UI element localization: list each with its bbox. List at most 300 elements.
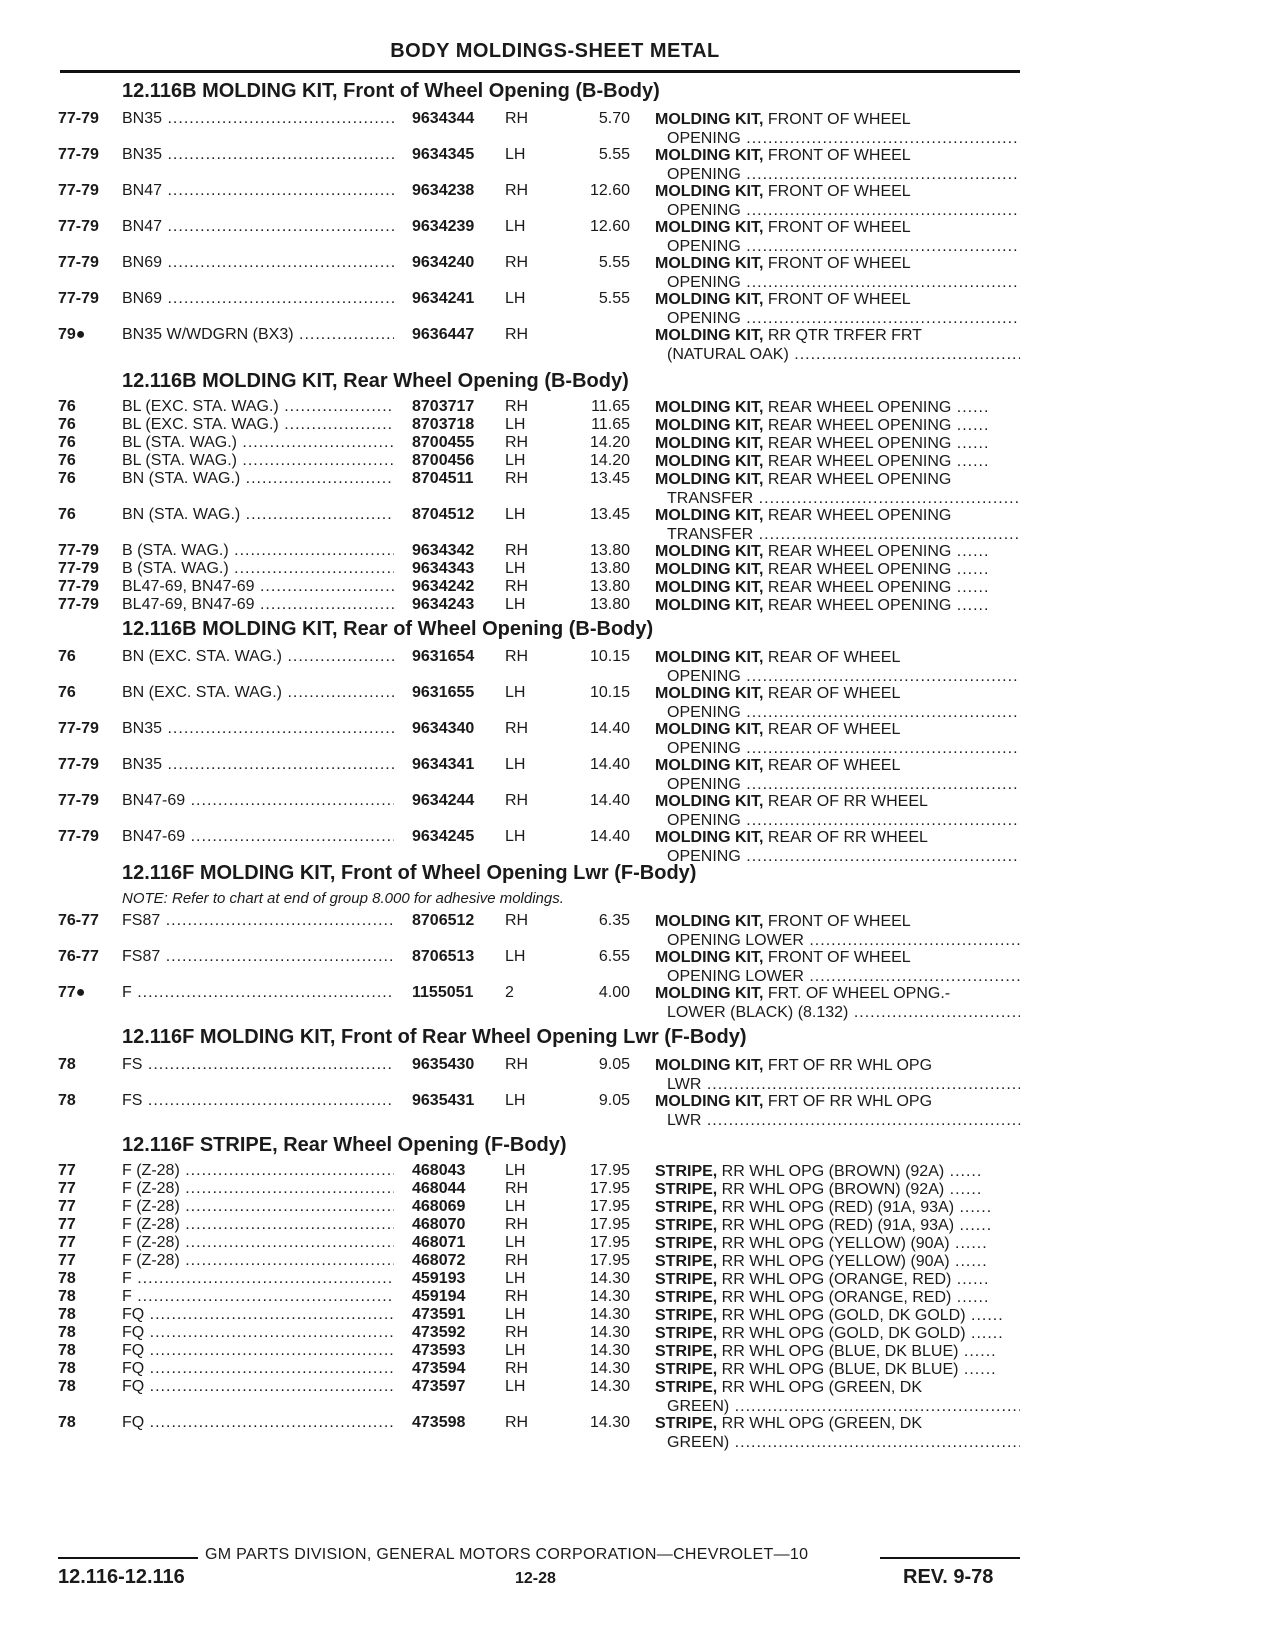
part-number: 9635431	[412, 1092, 475, 1109]
side-or-qty: LH	[505, 1306, 526, 1323]
description	[655, 290, 1020, 328]
description-line-1: MOLDING KIT, REAR WHEEL OPENING ......	[655, 435, 989, 452]
page-title: BODY MOLDINGS-SHEET METAL	[390, 40, 720, 62]
table-row	[0, 398, 1280, 417]
body-model: FQ .....	[122, 1378, 394, 1396]
price: 9.05	[598, 1092, 630, 1109]
price: 14.30	[589, 1270, 630, 1287]
body-model: FS .....	[122, 1092, 394, 1110]
description	[655, 1162, 1020, 1181]
model-year: 76	[58, 470, 76, 487]
description-label: MOLDING KIT,	[655, 435, 764, 452]
description-label: MOLDING KIT,	[655, 507, 764, 524]
description-line-1: MOLDING KIT, FRONT OF WHEEL	[655, 111, 911, 128]
section-title: 12.116F STRIPE, Rear Wheel Opening (F-Body)	[122, 1134, 567, 1156]
model-year: 76	[58, 684, 76, 701]
side-or-qty: RH	[505, 542, 529, 559]
model-year: 77-79	[58, 146, 99, 163]
model-year: 77-79	[58, 290, 99, 307]
description	[655, 578, 1020, 597]
body-model: F (Z-28) .....	[122, 1162, 394, 1180]
description	[655, 1306, 1020, 1325]
description-line-1: MOLDING KIT, REAR OF WHEEL	[655, 685, 901, 702]
description-line-1: MOLDING KIT, FRT. OF WHEEL OPNG.-	[655, 985, 951, 1002]
price: 13.45	[589, 506, 630, 523]
table-row	[0, 1342, 1280, 1361]
description	[655, 416, 1020, 435]
body-model: BN35 .....	[122, 110, 394, 128]
description	[655, 110, 1020, 148]
body-model: BL (EXC. STA. WAG.) .....	[122, 398, 394, 416]
description-line-2: OPENING .....	[655, 703, 1020, 722]
description-line-1: MOLDING KIT, REAR WHEEL OPENING ......	[655, 579, 989, 596]
description-line-2: OPENING .....	[655, 165, 1020, 184]
table-row	[0, 416, 1280, 435]
description-label: MOLDING KIT,	[655, 561, 764, 578]
description	[655, 756, 1020, 794]
description-label: MOLDING KIT,	[655, 399, 764, 416]
description-label: STRIPE,	[655, 1289, 718, 1306]
model-year: 78	[58, 1270, 76, 1287]
description	[655, 1324, 1020, 1343]
price: 14.40	[589, 756, 630, 773]
table-row	[0, 578, 1280, 597]
description	[655, 1378, 1020, 1416]
section-note: NOTE: Refer to chart at end of group 8.000 for adhesive moldings.	[122, 890, 564, 907]
part-number: 9634341	[412, 756, 475, 773]
description-label: MOLDING KIT,	[655, 949, 764, 966]
side-or-qty: RH	[505, 326, 529, 343]
description-line-1: MOLDING KIT, REAR OF WHEEL	[655, 757, 901, 774]
model-year: 77	[58, 1180, 76, 1197]
description-line-1: MOLDING KIT, REAR WHEEL OPENING ......	[655, 561, 989, 578]
description-line-1: STRIPE, RR WHL OPG (GREEN, DK	[655, 1379, 922, 1396]
price: 6.55	[598, 948, 630, 965]
table-row	[0, 792, 1280, 830]
section-title: 12.116F MOLDING KIT, Front of Rear Wheel Opening Lwr (F-Body)	[122, 1026, 747, 1048]
body-model: BN (EXC. STA. WAG.) .....	[122, 684, 394, 702]
description-line-1: STRIPE, RR WHL OPG (BROWN) (92A) ......	[655, 1163, 982, 1180]
price: 17.95	[589, 1180, 630, 1197]
model-year: 77-79	[58, 542, 99, 559]
body-model: FQ .....	[122, 1324, 394, 1342]
model-year: 77-79	[58, 596, 99, 613]
description	[655, 326, 1020, 364]
description-line-2: OPENING .....	[655, 847, 1020, 866]
description-label: MOLDING KIT,	[655, 147, 764, 164]
description-label: STRIPE,	[655, 1361, 718, 1378]
price: 5.55	[598, 146, 630, 163]
model-year: 77●	[58, 984, 86, 1001]
part-number: 468043	[412, 1162, 466, 1179]
part-number: 9634245	[412, 828, 475, 845]
price: 13.80	[589, 542, 630, 559]
description	[655, 470, 1020, 508]
description	[655, 1092, 1020, 1130]
description-line-2: OPENING .....	[655, 811, 1020, 830]
description-label: MOLDING KIT,	[655, 183, 764, 200]
side-or-qty: LH	[505, 756, 526, 773]
table-row	[0, 756, 1280, 794]
part-number: 468072	[412, 1252, 466, 1269]
description-line-1: MOLDING KIT, REAR OF WHEEL	[655, 649, 901, 666]
part-number: 9634241	[412, 290, 475, 307]
description-line-2: OPENING .....	[655, 775, 1020, 794]
description-line-2: TRANSFER .....	[655, 489, 1020, 508]
part-number: 9634243	[412, 596, 475, 613]
model-year: 76	[58, 416, 76, 433]
table-row	[0, 684, 1280, 722]
body-model: BN (STA. WAG.) .....	[122, 470, 394, 488]
table-row	[0, 290, 1280, 328]
description	[655, 1252, 1020, 1271]
description-line-1: MOLDING KIT, REAR WHEEL OPENING ......	[655, 399, 989, 416]
description-line-2: OPENING .....	[655, 201, 1020, 220]
description-line-1: MOLDING KIT, REAR WHEEL OPENING ......	[655, 417, 989, 434]
description-line-1: MOLDING KIT, FRT OF RR WHL OPG	[655, 1093, 933, 1110]
description-line-1: STRIPE, RR WHL OPG (BLUE, DK BLUE) ......	[655, 1361, 997, 1378]
side-or-qty: LH	[505, 1162, 526, 1179]
description	[655, 984, 1020, 1022]
description-label: MOLDING KIT,	[655, 1093, 764, 1110]
description	[655, 1288, 1020, 1307]
description-line-1: MOLDING KIT, FRT OF RR WHL OPG	[655, 1057, 933, 1074]
description	[655, 542, 1020, 561]
body-model: BN47 .....	[122, 218, 394, 236]
footer-corporation: GM PARTS DIVISION, GENERAL MOTORS CORPORATION—CHEVROLET—10	[205, 1546, 809, 1563]
part-number: 459193	[412, 1270, 466, 1287]
description-label: MOLDING KIT,	[655, 913, 764, 930]
price: 14.30	[589, 1414, 630, 1431]
table-row	[0, 146, 1280, 184]
part-number: 9634238	[412, 182, 475, 199]
description	[655, 684, 1020, 722]
body-model: F .....	[122, 1270, 394, 1288]
description	[655, 1342, 1020, 1361]
body-model: BN47-69 .....	[122, 828, 394, 846]
description	[655, 452, 1020, 471]
description-line-2: OPENING .....	[655, 309, 1020, 328]
description-label: MOLDING KIT,	[655, 1057, 764, 1074]
side-or-qty: RH	[505, 1216, 529, 1233]
price: 14.30	[589, 1360, 630, 1377]
table-row	[0, 1234, 1280, 1253]
description-label: MOLDING KIT,	[655, 597, 764, 614]
table-row	[0, 1414, 1280, 1452]
table-row	[0, 1056, 1280, 1094]
description	[655, 720, 1020, 758]
side-or-qty: LH	[505, 1234, 526, 1251]
description-line-2: GREEN) .....	[655, 1397, 1020, 1416]
body-model: BL (STA. WAG.) .....	[122, 452, 394, 470]
side-or-qty: RH	[505, 792, 529, 809]
model-year: 77	[58, 1252, 76, 1269]
footer-rule-right	[880, 1557, 1020, 1559]
side-or-qty: LH	[505, 416, 526, 433]
table-row	[0, 218, 1280, 256]
price: 14.40	[589, 792, 630, 809]
part-number: 468070	[412, 1216, 466, 1233]
body-model: BN47-69 .....	[122, 792, 394, 810]
description-line-1: STRIPE, RR WHL OPG (BROWN) (92A) ......	[655, 1181, 982, 1198]
description-line-2: OPENING .....	[655, 273, 1020, 292]
description-line-1: STRIPE, RR WHL OPG (RED) (91A, 93A) ......	[655, 1199, 992, 1216]
part-number: 473593	[412, 1342, 466, 1359]
description-label: MOLDING KIT,	[655, 721, 764, 738]
table-row	[0, 596, 1280, 615]
table-row	[0, 1288, 1280, 1307]
description-label: MOLDING KIT,	[655, 111, 764, 128]
description-line-2: LWR .....	[655, 1111, 1020, 1130]
body-model: BN35 .....	[122, 146, 394, 164]
body-model: BL (EXC. STA. WAG.) .....	[122, 416, 394, 434]
price: 12.60	[589, 182, 630, 199]
side-or-qty: RH	[505, 434, 529, 451]
body-model: FQ .....	[122, 1306, 394, 1324]
section-title: 12.116B MOLDING KIT, Rear of Wheel Opening (B-Body)	[122, 618, 654, 640]
description-line-1: MOLDING KIT, FRONT OF WHEEL	[655, 147, 911, 164]
price: 10.15	[589, 648, 630, 665]
table-row	[0, 1306, 1280, 1325]
description	[655, 146, 1020, 184]
part-number: 468071	[412, 1234, 466, 1251]
side-or-qty: RH	[505, 648, 529, 665]
body-model: F (Z-28) .....	[122, 1252, 394, 1270]
footer-revision: REV. 9-78	[903, 1566, 994, 1588]
price: 14.20	[589, 452, 630, 469]
part-number: 468044	[412, 1180, 466, 1197]
description	[655, 1360, 1020, 1379]
description-line-1: STRIPE, RR WHL OPG (GOLD, DK GOLD) ......	[655, 1307, 1004, 1324]
description-label: MOLDING KIT,	[655, 543, 764, 560]
model-year: 78	[58, 1324, 76, 1341]
description-label: MOLDING KIT,	[655, 453, 764, 470]
side-or-qty: LH	[505, 828, 526, 845]
model-year: 78	[58, 1378, 76, 1395]
description-line-1: STRIPE, RR WHL OPG (BLUE, DK BLUE) ......	[655, 1343, 997, 1360]
description-label: MOLDING KIT,	[655, 649, 764, 666]
part-number: 9634244	[412, 792, 475, 809]
part-number: 9634242	[412, 578, 475, 595]
table-row	[0, 1092, 1280, 1130]
side-or-qty: LH	[505, 506, 526, 523]
description-line-2: (NATURAL OAK) .....	[655, 345, 1020, 364]
description-line-2: OPENING .....	[655, 129, 1020, 148]
body-model: FQ .....	[122, 1414, 394, 1432]
body-model: FS87 .....	[122, 912, 394, 930]
price: 5.70	[598, 110, 630, 127]
side-or-qty: RH	[505, 1056, 529, 1073]
price: 14.30	[589, 1378, 630, 1395]
side-or-qty: RH	[505, 182, 529, 199]
table-row	[0, 1162, 1280, 1181]
side-or-qty: LH	[505, 948, 526, 965]
description-label: STRIPE,	[655, 1217, 718, 1234]
part-number: 9631655	[412, 684, 475, 701]
model-year: 77-79	[58, 218, 99, 235]
price: 14.40	[589, 828, 630, 845]
description-label: MOLDING KIT,	[655, 291, 764, 308]
description-label: STRIPE,	[655, 1415, 718, 1432]
side-or-qty: LH	[505, 218, 526, 235]
body-model: B (STA. WAG.) .....	[122, 560, 394, 578]
body-model: BN (EXC. STA. WAG.) .....	[122, 648, 394, 666]
table-row	[0, 648, 1280, 686]
body-model: F (Z-28) .....	[122, 1216, 394, 1234]
description	[655, 218, 1020, 256]
side-or-qty: RH	[505, 1252, 529, 1269]
model-year: 76	[58, 452, 76, 469]
table-row	[0, 254, 1280, 292]
side-or-qty: LH	[505, 1342, 526, 1359]
price: 17.95	[589, 1198, 630, 1215]
description-label: STRIPE,	[655, 1181, 718, 1198]
description-label: STRIPE,	[655, 1325, 718, 1342]
table-row	[0, 912, 1280, 950]
table-row	[0, 326, 1280, 364]
side-or-qty: LH	[505, 1092, 526, 1109]
part-number: 8706512	[412, 912, 475, 929]
body-model: BL47-69, BN47-69 .....	[122, 596, 394, 614]
price: 11.65	[591, 416, 630, 433]
side-or-qty: 2	[505, 984, 514, 1001]
table-row	[0, 1324, 1280, 1343]
description	[655, 254, 1020, 292]
side-or-qty: RH	[505, 110, 529, 127]
description-label: MOLDING KIT,	[655, 417, 764, 434]
model-year: 77-79	[58, 828, 99, 845]
body-model: BN47 .....	[122, 182, 394, 200]
model-year: 76	[58, 398, 76, 415]
model-year: 78	[58, 1306, 76, 1323]
description-label: MOLDING KIT,	[655, 219, 764, 236]
body-model: B (STA. WAG.) .....	[122, 542, 394, 560]
body-model: FS .....	[122, 1056, 394, 1074]
body-model: FQ .....	[122, 1360, 394, 1378]
table-row	[0, 560, 1280, 579]
description-line-1: STRIPE, RR WHL OPG (GREEN, DK	[655, 1415, 922, 1432]
side-or-qty: RH	[505, 470, 529, 487]
model-year: 78	[58, 1342, 76, 1359]
price: 17.95	[589, 1216, 630, 1233]
description-line-1: STRIPE, RR WHL OPG (YELLOW) (90A) ......	[655, 1235, 988, 1252]
description-line-1: MOLDING KIT, REAR OF WHEEL	[655, 721, 901, 738]
part-number: 473594	[412, 1360, 466, 1377]
body-model: BN35 .....	[122, 720, 394, 738]
description	[655, 398, 1020, 417]
description	[655, 1216, 1020, 1235]
part-number: 473598	[412, 1414, 466, 1431]
table-row	[0, 828, 1280, 866]
body-model: F (Z-28) .....	[122, 1180, 394, 1198]
model-year: 78	[58, 1414, 76, 1431]
description	[655, 434, 1020, 453]
price: 14.30	[589, 1342, 630, 1359]
description-line-1: MOLDING KIT, FRONT OF WHEEL	[655, 255, 911, 272]
description	[655, 1180, 1020, 1199]
section-title: 12.116B MOLDING KIT, Rear Wheel Opening (B-Body)	[122, 370, 629, 392]
body-model: BN (STA. WAG.) .....	[122, 506, 394, 524]
model-year: 77	[58, 1234, 76, 1251]
table-row	[0, 1360, 1280, 1379]
body-model: BL (STA. WAG.) .....	[122, 434, 394, 452]
description-label: MOLDING KIT,	[655, 327, 764, 344]
description	[655, 948, 1020, 986]
description-label: STRIPE,	[655, 1379, 718, 1396]
part-number: 459194	[412, 1288, 466, 1305]
side-or-qty: LH	[505, 290, 526, 307]
model-year: 77-79	[58, 720, 99, 737]
description-label: MOLDING KIT,	[655, 757, 764, 774]
description-line-1: MOLDING KIT, FRONT OF WHEEL	[655, 183, 911, 200]
description-line-1: STRIPE, RR WHL OPG (ORANGE, RED) ......	[655, 1271, 989, 1288]
description-line-2: LWR .....	[655, 1075, 1020, 1094]
description-label: MOLDING KIT,	[655, 829, 764, 846]
model-year: 76	[58, 434, 76, 451]
description-label: STRIPE,	[655, 1271, 718, 1288]
description-line-1: MOLDING KIT, FRONT OF WHEEL	[655, 913, 911, 930]
part-number: 9634239	[412, 218, 475, 235]
description-label: STRIPE,	[655, 1343, 718, 1360]
part-number: 9634340	[412, 720, 475, 737]
description-line-1: MOLDING KIT, REAR OF RR WHEEL	[655, 793, 928, 810]
price: 14.30	[589, 1306, 630, 1323]
model-year: 78	[58, 1360, 76, 1377]
price: 13.80	[589, 578, 630, 595]
side-or-qty: LH	[505, 1378, 526, 1395]
side-or-qty: RH	[505, 1180, 529, 1197]
part-number: 473591	[412, 1306, 466, 1323]
description	[655, 1414, 1020, 1452]
side-or-qty: LH	[505, 684, 526, 701]
side-or-qty: RH	[505, 398, 529, 415]
description-line-2: OPENING LOWER .....	[655, 967, 1020, 986]
side-or-qty: LH	[505, 146, 526, 163]
part-number: 473597	[412, 1378, 466, 1395]
part-number: 8706513	[412, 948, 475, 965]
price: 13.45	[589, 470, 630, 487]
description	[655, 828, 1020, 866]
price: 11.65	[591, 398, 630, 415]
description	[655, 560, 1020, 579]
side-or-qty: LH	[505, 452, 526, 469]
model-year: 77-79	[58, 756, 99, 773]
description-label: MOLDING KIT,	[655, 579, 764, 596]
description-label: MOLDING KIT,	[655, 985, 764, 1002]
description-line-2: OPENING .....	[655, 237, 1020, 256]
model-year: 78	[58, 1056, 76, 1073]
table-row	[0, 948, 1280, 986]
side-or-qty: LH	[505, 560, 526, 577]
part-number: 9634344	[412, 110, 475, 127]
description-line-1: MOLDING KIT, REAR WHEEL OPENING	[655, 471, 952, 488]
footer-page-number: 12-28	[515, 1570, 556, 1587]
description	[655, 792, 1020, 830]
body-model: BN69 .....	[122, 290, 394, 308]
table-row	[0, 1180, 1280, 1199]
description	[655, 648, 1020, 686]
side-or-qty: RH	[505, 720, 529, 737]
description-line-1: MOLDING KIT, FRONT OF WHEEL	[655, 219, 911, 236]
table-row	[0, 452, 1280, 471]
model-year: 77	[58, 1198, 76, 1215]
price: 5.55	[598, 290, 630, 307]
part-number: 9634342	[412, 542, 475, 559]
description-line-1: MOLDING KIT, REAR WHEEL OPENING ......	[655, 543, 989, 560]
price: 14.20	[589, 434, 630, 451]
model-year: 77-79	[58, 560, 99, 577]
body-model: F .....	[122, 984, 394, 1002]
